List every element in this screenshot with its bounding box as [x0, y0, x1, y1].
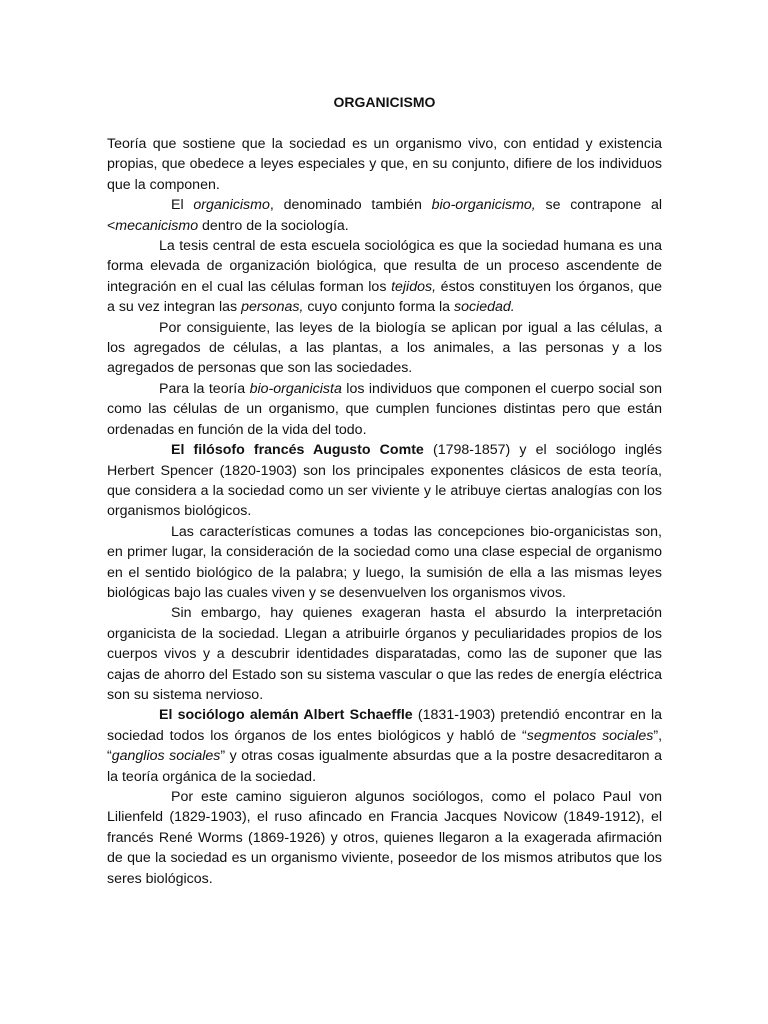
italic-run: segmentos sociales — [526, 727, 654, 744]
italic-run: sociedad. — [454, 299, 515, 316]
italic-run: mecanicismo — [115, 217, 199, 234]
text-run: Sin embargo, hay quienes exageran hasta el absurdo la interpretación organicista de la sociedad. Llegan a atribuirle órganos y peculiaridades propios de los cuerpos vivos y a descubrir identidades disparatadas, como las de suponer que las cajas de ahorro del Estado son su sistema vascular o que las redes de energía eléctrica son su sistema nervioso. — [107, 605, 662, 703]
document-title: ORGANICISMO — [333, 94, 436, 110]
paragraph-tesis-central — [107, 236, 662, 318]
paragraph-schaeffle — [107, 705, 662, 787]
text-run: , denominado también — [269, 197, 432, 214]
paragraph-caracteristicas — [107, 522, 662, 604]
text-run: Teoría que sostiene que la sociedad es un organismo vivo, con entidad y existencia propias, que obedece a leyes especiales y que, en su conjunto, difiere de los individuos que la componen. — [107, 136, 662, 193]
italic-run: tejidos, — [391, 278, 437, 295]
text-run: (1798-1857) y el sociólogo inglés Herbert Spencer (1820-1903) son los principales exponentes clásicos de esta teoría, que considera a la sociedad como un ser viviente y le atribuye ciertas analogías con los organismos biológicos. — [107, 442, 662, 520]
bold-run: El filósofo francés Augusto Comte — [171, 442, 424, 459]
italic-run: ganglios sociales — [111, 748, 221, 765]
text-run: cuyo conjunto forma la — [303, 299, 455, 316]
italic-run: bio-organicista — [249, 380, 342, 397]
text-run: Para la teoría — [159, 380, 250, 397]
text-run: ”, “ — [107, 727, 663, 765]
paragraph-exageraciones — [107, 603, 662, 705]
paragraph-leyes-biologia — [107, 318, 662, 379]
paragraph-comte-spencer — [107, 440, 662, 522]
text-run: éstos constituyen los órganos, que a su vez integran las — [107, 278, 662, 316]
text-run: Por este camino siguieron algunos sociólogos, como el polaco Paul von Lilienfeld (1829-1903), el ruso afincado en Francia Jacques Novicow (1849-1912), el francés René Worms (1869-1926) y otros, quienes llegaron a la exagerada afirmación de que la sociedad es un organismo viviente, poseedor de los mismos atributos que los seres biológicos. — [107, 789, 662, 887]
paragraph-otros-sociologos — [107, 787, 662, 889]
text-run: Las características comunes a todas las concepciones bio-organicistas son, en primer lugar, la consideración de la sociedad como una clase especial de organismo en el sentido biológico de la palabra; y luego, la sumisión de ella a las mismas leyes biológicas bajo las cuales viven y se desenvuelven los organismos vivos. — [107, 523, 662, 601]
paragraph-definition — [107, 134, 662, 195]
text-run: El — [171, 197, 194, 214]
text-run: los individuos que componen el cuerpo social son como las células de un organismo, que cumplen funciones distintas pero que están ordenadas en función de la vida del todo. — [107, 380, 662, 438]
text-run: se contrapone al < — [107, 197, 662, 234]
italic-run: bio-organicismo, — [431, 197, 536, 214]
text-run: ” y otras cosas igualmente absurdas que a la postre desacreditaron a la teoría orgánica de la sociedad. — [107, 748, 662, 785]
text-run: (1831-1903) pretendió encontrar en la sociedad todos los órganos de los entes biológicos y habló de “ — [107, 707, 662, 744]
paragraph-organicismo — [107, 195, 662, 236]
text-run: Por consiguiente, las leyes de la biología se aplican por igual a las células, a los agregados de células, a las plantas, a los animales, a las personas y a los agregados de personas que son las sociedades. — [107, 319, 662, 377]
paragraph-bio-organicista — [107, 379, 662, 440]
text-run: La tesis central de esta escuela sociológica es que la sociedad humana es una forma elevada de organización biológica, que resulta de un proceso ascendente de integración en el cual las células forman los — [107, 238, 662, 295]
text-run: dentro de la sociología. — [198, 217, 349, 234]
italic-run: personas, — [241, 299, 304, 316]
italic-run: organicismo — [193, 197, 270, 214]
bold-run: El sociólogo alemán Albert Schaeffle — [159, 707, 413, 724]
